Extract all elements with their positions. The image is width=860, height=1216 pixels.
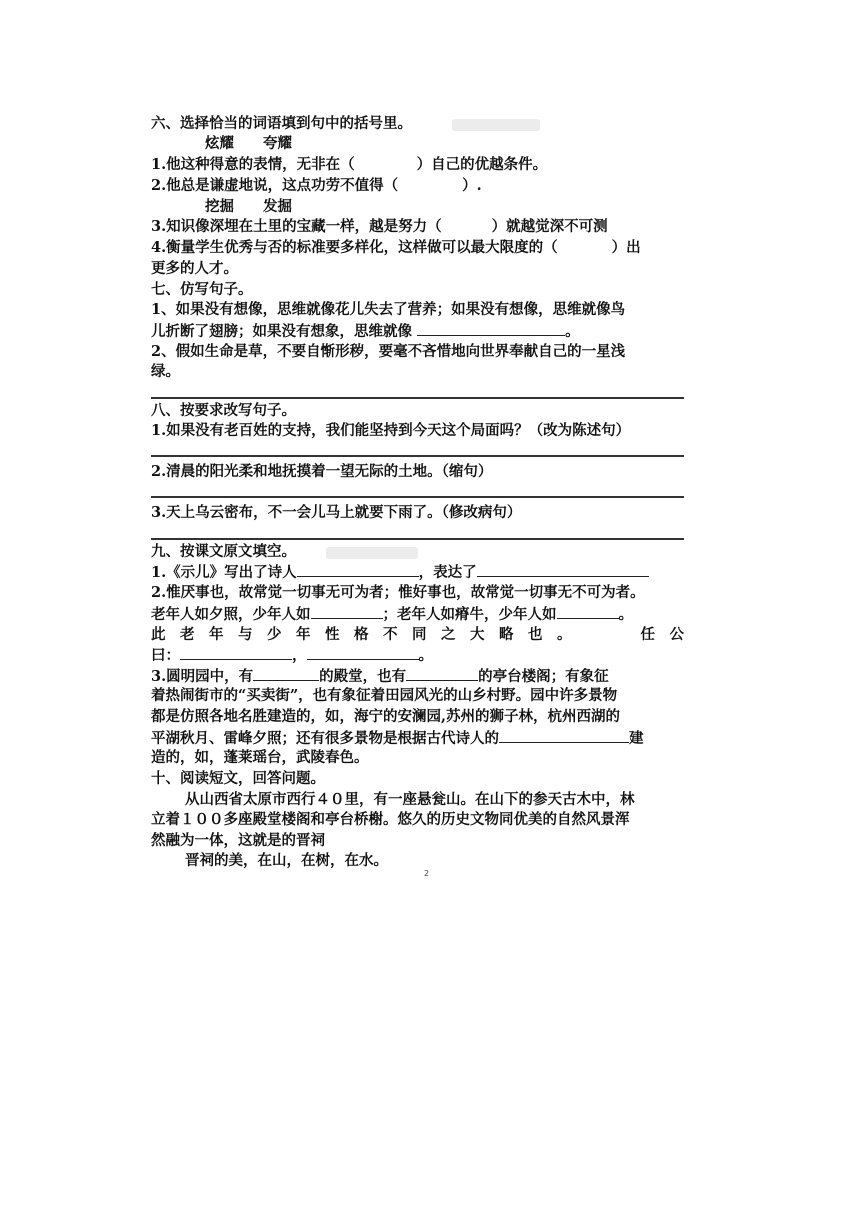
s8-question-2: 2.清晨的阳光柔和地抚摸着一望无际的土地。（缩句） (151, 463, 493, 480)
s8-question-1: 1.如果没有老百姓的支持，我们能坚持到今天这个局面吗？（改为陈述句） (151, 422, 631, 439)
answer-blank[interactable] (477, 562, 649, 577)
s9-question-1: 1.《示儿》写出了诗人 ，表达了 (151, 562, 649, 583)
s9-question-3-line3: 都是仿照各地名胜建造的，如，海宁的安澜园,苏州的狮子林，杭州西湖的 (151, 708, 621, 725)
page-number: 2 (424, 869, 430, 878)
s7-question-1: 1、如果没有想像，思维就像花儿失去了营养；如果没有想像，思维就像鸟 (151, 301, 626, 318)
s9-question-2-spaced: 此 老 年 与 少 年 性 格 不 同 之 大 略 也 。 任 公 (151, 626, 684, 643)
word-choices-1: 炫耀 夸耀 (205, 135, 292, 152)
s8-question-3: 3.天上乌云密布，不一会儿马上就要下雨了。（修改病句） (151, 504, 522, 521)
s9-question-2: 2.惟厌事也，故常觉一切事无可为者；惟好事也，故常觉一切事无不可为者。 (151, 584, 645, 601)
answer-line[interactable] (151, 455, 684, 457)
scan-smudge (326, 547, 418, 559)
section-6-title: 六、选择恰当的词语填到句中的括号里。 (151, 115, 412, 132)
passage-line-3: 然融为一体，这就是的晋祠 (151, 832, 325, 849)
answer-blank[interactable] (417, 321, 565, 336)
s6-question-4: 4.衡量学生优秀与否的标准要多样化，这样做可以最大限度的（ ）出 (151, 239, 641, 256)
answer-blank[interactable] (406, 666, 478, 681)
s7-question-1-cont: 儿折断了翅膀；如果没有想象，思维就像 。 (151, 323, 580, 340)
section-10-title: 十、阅读短文，回答问题。 (151, 770, 325, 787)
answer-blank[interactable] (557, 604, 619, 619)
s9-question-2-quote: 曰： ， 。 (151, 647, 433, 664)
answer-blank[interactable] (311, 604, 383, 619)
s9-question-3-line4: 平湖秋月、雷峰夕照；还有很多景物是根据古代诗人的 建 (151, 730, 644, 747)
answer-blank[interactable] (253, 666, 319, 681)
passage-line-4: 晋祠的美，在山，在树，在水。 (185, 852, 388, 869)
s9-question-3-line5: 造的，如，蓬莱瑶台，武陵春色。 (151, 749, 369, 766)
section-9-title: 九、按课文原文填空。 (151, 543, 296, 560)
passage-line-1: 从山西省太原市西行４０里，有一座悬瓮山。在山下的参天古木中，林 (185, 791, 635, 808)
s9-question-3-line2: 着热闹街市的“买卖街”，也有象征着田园风光的山乡村野。园中许多景物 (151, 687, 618, 704)
answer-line[interactable] (151, 496, 684, 498)
s6-question-3: 3.知识像深埋在土里的宝藏一样，越是努力（ ）就越觉深不可测 (151, 218, 608, 235)
s9-question-2-cont: 老年人如夕照，少年人如 ；老年人如瘠牛，少年人如 。 (151, 606, 633, 623)
s9-question-3: 3.圆明园中，有 的殿堂，也有 的亭台楼阁；有象征 (151, 668, 609, 685)
word-choices-2: 挖掘 发掘 (205, 198, 292, 215)
answer-line[interactable] (151, 538, 684, 540)
passage-line-2: 立着１００多座殿堂楼阁和亭台桥榭。悠久的历史文物同优美的自然风景浑 (151, 811, 630, 828)
section-8-title: 八、按要求改写句子。 (151, 402, 296, 419)
answer-blank[interactable] (499, 728, 629, 743)
answer-line[interactable] (151, 397, 684, 399)
s7-question-2-cont: 绿。 (151, 363, 180, 380)
answer-blank[interactable] (180, 645, 292, 660)
section-7-title: 七、仿写句子。 (151, 281, 253, 298)
answer-blank[interactable] (307, 645, 419, 660)
s7-question-2: 2、假如生命是草，不要自惭形秽，要毫不吝惜地向世界奉献自己的一星浅 (151, 343, 626, 360)
s6-question-4-cont: 更多的人才。 (151, 260, 238, 277)
answer-blank[interactable] (297, 562, 419, 577)
s6-question-2: 2.他总是谦虚地说，这点功劳不值得（ ）. (151, 177, 482, 194)
scan-smudge (452, 119, 540, 131)
s6-question-1: 1.他这种得意的表情，无非在（ ）自己的优越条件。 (151, 156, 548, 173)
